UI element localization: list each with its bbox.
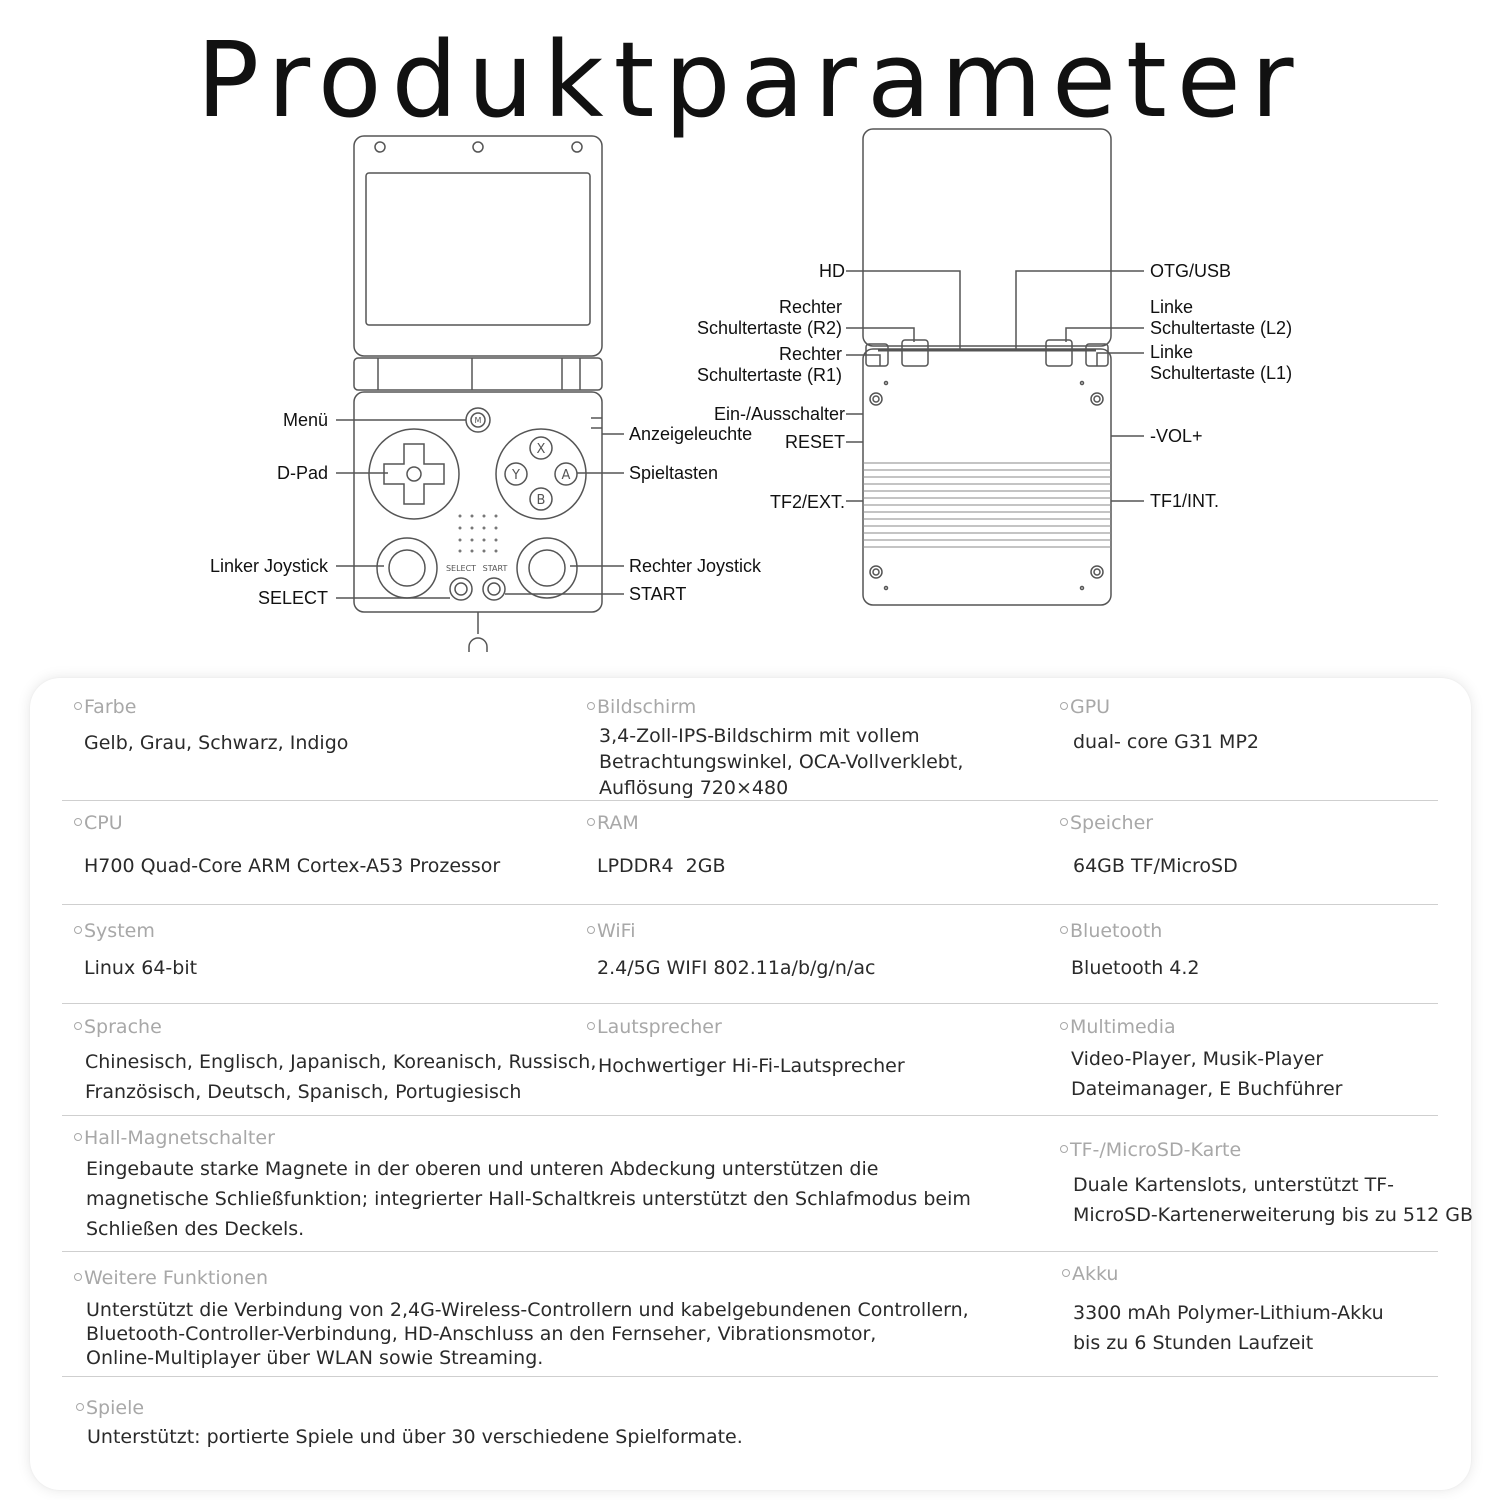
- callout-tf1: TF1/INT.: [1150, 491, 1220, 511]
- spec-label-language: Sprache: [74, 1016, 162, 1038]
- spec-label-ram: RAM: [587, 812, 639, 834]
- spec-value-multimedia: Video-Player, Musik-Player Dateimanager, E Buchführer: [1071, 1048, 1343, 1100]
- spec-label-hall-switch: Hall-Magnetschalter: [74, 1127, 275, 1149]
- spec-value-cpu: H700 Quad-Core ARM Cortex-A53 Prozessor: [84, 855, 501, 877]
- spec-value-tf-card: Duale Kartenslots, unterstützt TF- MicroSD-Kartenerweiterung bis zu 512 GB: [1073, 1174, 1473, 1226]
- spec-label-tf-card: TF-/MicroSD-Karte: [1060, 1139, 1241, 1161]
- callout-start: START: [629, 584, 687, 604]
- callout-r1: Rechter Schultertaste (R1): [696, 344, 842, 385]
- b-button-glyph: B: [536, 493, 546, 508]
- spec-label-more-features: Weitere Funktionen: [74, 1267, 268, 1289]
- spec-label-cpu: CPU: [74, 812, 123, 834]
- spec-value-more-features: Unterstützt die Verbindung von 2,4G-Wireless-Controllern und kabelgebundenen Controllern, Bluetooth-Controller-Verbindung, HD-Anschluss an den Fernseher, Vibrationsmotor, Online-Multiplayer über WLAN sowie Streaming.: [86, 1299, 969, 1369]
- spec-value-color: Gelb, Grau, Schwarz, Indigo: [84, 732, 349, 754]
- menu-button-glyph: M: [474, 416, 482, 425]
- callout-hd: HD: [819, 261, 845, 281]
- spec-label-bluetooth: Bluetooth: [1060, 920, 1162, 942]
- a-button-glyph: A: [561, 468, 571, 483]
- spec-value-wifi: 2.4/5G WIFI 802.11a/b/g/n/ac: [597, 957, 876, 979]
- spec-label-games: Spiele: [76, 1397, 144, 1419]
- y-button-glyph: Y: [512, 468, 520, 483]
- front-device: [336, 136, 624, 652]
- callout-reset: RESET: [784, 432, 845, 452]
- spec-value-screen: 3,4-Zoll-IPS-Bildschirm mit vollem Betrachtungswinkel, OCA-Vollverklebt, Auflösung 720×480: [599, 725, 964, 799]
- spec-value-speaker: Hochwertiger Hi-Fi-Lautsprecher: [598, 1055, 905, 1077]
- spec-value-system: Linux 64-bit: [84, 957, 198, 979]
- callout-select: SELECT: [257, 588, 328, 608]
- callout-right-joystick: Rechter Joystick: [629, 556, 762, 576]
- row-divider: [62, 1115, 1438, 1116]
- row-divider: [62, 1376, 1438, 1377]
- spec-label-multimedia: Multimedia: [1060, 1016, 1176, 1038]
- device-diagram: [0, 0, 1500, 670]
- spec-value-bluetooth: Bluetooth 4.2: [1071, 957, 1200, 979]
- row-divider: [62, 904, 1438, 905]
- spec-label-storage: Speicher: [1060, 812, 1153, 834]
- x-button-glyph: X: [536, 442, 546, 457]
- row-divider: [62, 1251, 1438, 1252]
- row-divider: [62, 800, 1438, 801]
- row-divider: [62, 1003, 1438, 1004]
- spec-label-color: Farbe: [74, 696, 136, 718]
- page-title: Produktparameter: [196, 19, 1304, 141]
- spec-value-ram: LPDDR4 2GB: [597, 855, 726, 877]
- spec-label-gpu: GPU: [1060, 696, 1110, 718]
- callout-tf2: TF2/EXT.: [769, 492, 845, 512]
- spec-label-wifi: WiFi: [587, 920, 635, 942]
- spec-value-gpu: dual- core G31 MP2: [1073, 731, 1259, 753]
- spec-value-hall-switch: Eingebaute starke Magnete in der oberen und unteren Abdeckung unterstützen die magnetische Schließfunktion; integrierter Hall-Schaltkreis unterstützt den Schlafmodus beim Schließen des Deckels.: [86, 1158, 971, 1240]
- callout-indicator-light: Anzeigeleuchte: [629, 424, 753, 444]
- spec-value-language: Chinesisch, Englisch, Japanisch, Koreanisch, Russisch, Französisch, Deutsch, Spanisch, Portugiesisch: [85, 1051, 597, 1103]
- spec-value-battery: 3300 mAh Polymer-Lithium-Akku bis zu 6 Stunden Laufzeit: [1073, 1302, 1384, 1354]
- callout-l1: Linke Schultertaste (L1): [1150, 342, 1293, 383]
- spec-label-battery: Akku: [1062, 1263, 1118, 1285]
- callout-menu: Menü: [282, 410, 328, 430]
- select-button-glyph: SELECT: [445, 564, 477, 573]
- callout-dpad: D-Pad: [276, 463, 328, 483]
- start-button-glyph: START: [482, 564, 508, 573]
- spec-label-system: System: [74, 920, 155, 942]
- spec-label-screen: Bildschirm: [587, 696, 696, 718]
- spec-value-games: Unterstützt: portierte Spiele und über 30 verschiedene Spielformate.: [87, 1426, 743, 1448]
- spec-value-storage: 64GB TF/MicroSD: [1073, 855, 1238, 877]
- back-device: [846, 129, 1144, 605]
- callout-volume: -VOL+: [1150, 426, 1203, 446]
- callout-left-joystick: Linker Joystick: [209, 556, 328, 576]
- callout-l2: Linke Schultertaste (L2): [1150, 297, 1293, 338]
- callout-r2: Rechter Schultertaste (R2): [696, 297, 842, 338]
- callout-otg-usb: OTG/USB: [1150, 261, 1232, 281]
- spec-label-speaker: Lautsprecher: [587, 1016, 722, 1038]
- callout-game-buttons: Spieltasten: [629, 463, 719, 483]
- callout-power-switch: Ein-/Ausschalter: [713, 404, 845, 424]
